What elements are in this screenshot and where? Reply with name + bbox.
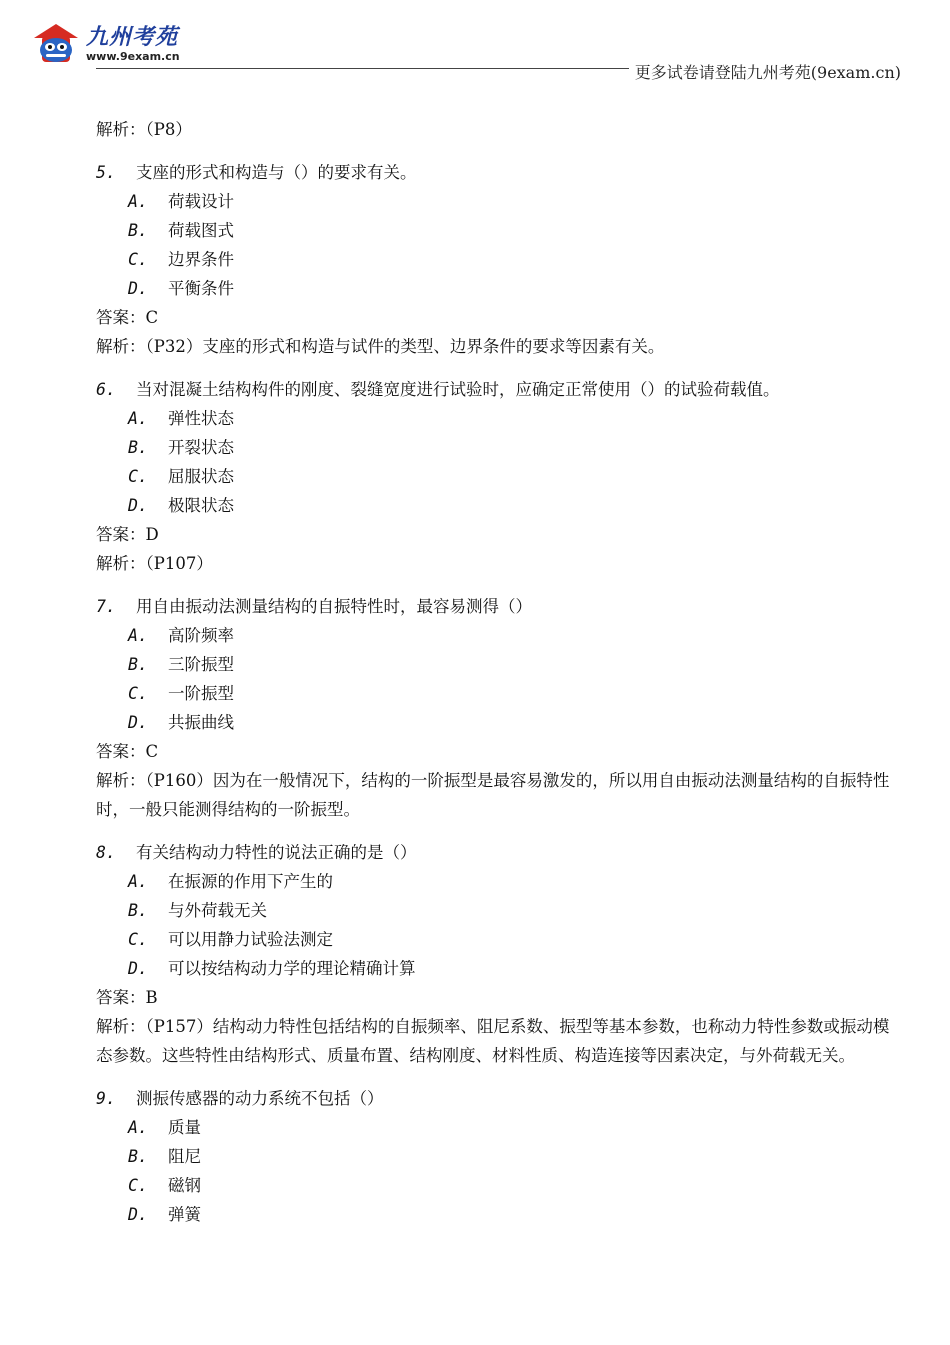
- option-text: 极限状态: [168, 496, 234, 515]
- option-letter: C.: [128, 250, 148, 269]
- option-letter: A.: [128, 192, 148, 211]
- answer-text: 答案：D: [96, 525, 159, 544]
- option-b: [96, 896, 902, 925]
- option-text: 共振曲线: [168, 713, 234, 732]
- option-d: [96, 954, 902, 983]
- option-text: 磁钢: [168, 1176, 201, 1195]
- option-letter: D.: [128, 1205, 148, 1224]
- option-d: [96, 491, 902, 520]
- logo-url: www.9exam.cn: [86, 50, 180, 63]
- option-text: 在振源的作用下产生的: [168, 872, 333, 891]
- question-block: [96, 592, 902, 824]
- logo-name: 九州考苑: [86, 25, 179, 50]
- question-block: [96, 375, 902, 578]
- answer-text: 答案：B: [96, 988, 158, 1007]
- option-letter: B.: [128, 655, 148, 674]
- option-a: [96, 621, 902, 650]
- question-number: 7.: [96, 597, 116, 616]
- analysis-text: 解析：（P157）结构动力特性包括结构的自振频率、阻尼系数、振型等基本参数，也称动力特性参数或振动模态参数。这些特性由结构形式、质量布置、结构刚度、材料性质、构造连接等因素决定，与外荷载无关。: [96, 1017, 890, 1065]
- question-number: 8.: [96, 843, 116, 862]
- option-b: [96, 650, 902, 679]
- question-stem: [96, 158, 902, 187]
- option-text: 弹簧: [168, 1205, 201, 1224]
- option-text: 平衡条件: [168, 279, 234, 298]
- question-number: 5.: [96, 163, 116, 182]
- option-text: 阻尼: [168, 1147, 201, 1166]
- option-a: [96, 1113, 902, 1142]
- option-letter: B.: [128, 1147, 148, 1166]
- option-letter: A.: [128, 409, 148, 428]
- analysis-text: 解析：（P32）支座的形式和构造与试件的类型、边界条件的要求等因素有关。: [96, 337, 665, 356]
- page-header: [0, 0, 950, 90]
- option-letter: A.: [128, 872, 148, 891]
- option-letter: D.: [128, 496, 148, 515]
- option-letter: A.: [128, 1118, 148, 1137]
- option-text: 三阶振型: [168, 655, 234, 674]
- question-number: 9.: [96, 1089, 116, 1108]
- option-letter: C.: [128, 1176, 148, 1195]
- option-letter: B.: [128, 438, 148, 457]
- analysis-text: 解析：（P8）: [96, 120, 192, 139]
- option-a: [96, 187, 902, 216]
- option-d: [96, 708, 902, 737]
- option-letter: C.: [128, 930, 148, 949]
- option-c: [96, 679, 902, 708]
- option-d: [96, 1200, 902, 1229]
- question-text: 有关结构动力特性的说法正确的是（）: [136, 843, 417, 862]
- question-stem: [96, 1084, 902, 1113]
- option-letter: B.: [128, 901, 148, 920]
- option-letter: D.: [128, 959, 148, 978]
- question-text: 当对混凝土结构构件的刚度、裂缝宽度进行试验时，应确定正常使用（）的试验荷载值。: [136, 380, 780, 399]
- question-stem: [96, 592, 902, 621]
- option-b: [96, 433, 902, 462]
- question-block: [96, 158, 902, 361]
- question-block: [96, 1084, 902, 1229]
- question-stem: [96, 375, 902, 404]
- header-tagline: 更多试卷请登陆九州考苑(9exam.cn): [629, 60, 901, 83]
- option-letter: C.: [128, 684, 148, 703]
- option-c: [96, 245, 902, 274]
- answer-text: 答案：C: [96, 308, 159, 327]
- question-text: 用自由振动法测量结构的自振特性时，最容易测得（）: [136, 597, 532, 616]
- question-stem: [96, 838, 902, 867]
- option-text: 屈服状态: [168, 467, 234, 486]
- option-c: [96, 1171, 902, 1200]
- option-letter: A.: [128, 626, 148, 645]
- option-text: 弹性状态: [168, 409, 234, 428]
- option-letter: B.: [128, 221, 148, 240]
- option-letter: D.: [128, 713, 148, 732]
- option-c: [96, 462, 902, 491]
- option-letter: C.: [128, 467, 148, 486]
- option-letter: D.: [128, 279, 148, 298]
- option-a: [96, 404, 902, 433]
- option-text: 边界条件: [168, 250, 234, 269]
- option-b: [96, 216, 902, 245]
- option-d: [96, 274, 902, 303]
- question-number: 6.: [96, 380, 116, 399]
- option-text: 与外荷载无关: [168, 901, 267, 920]
- option-c: [96, 925, 902, 954]
- analysis-text: 解析：（P160）因为在一般情况下，结构的一阶振型是最容易激发的，所以用自由振动法测量结构的自振特性时，一般只能测得结构的一阶振型。: [96, 771, 890, 819]
- analysis-text: 解析：（P107）: [96, 554, 213, 573]
- option-text: 荷载图式: [168, 221, 234, 240]
- question-block: [96, 838, 902, 1070]
- answer-text: 答案：C: [96, 742, 159, 761]
- option-text: 开裂状态: [168, 438, 234, 457]
- option-text: 可以用静力试验法测定: [168, 930, 333, 949]
- option-text: 可以按结构动力学的理论精确计算: [168, 959, 416, 978]
- option-text: 质量: [168, 1118, 201, 1137]
- option-b: [96, 1142, 902, 1171]
- question-text: 支座的形式和构造与（）的要求有关。: [136, 163, 417, 182]
- option-text: 高阶频率: [168, 626, 234, 645]
- option-text: 一阶振型: [168, 684, 234, 703]
- question-text: 测振传感器的动力系统不包括（）: [136, 1089, 384, 1108]
- document-body: [96, 115, 902, 1229]
- option-text: 荷载设计: [168, 192, 234, 211]
- option-a: [96, 867, 902, 896]
